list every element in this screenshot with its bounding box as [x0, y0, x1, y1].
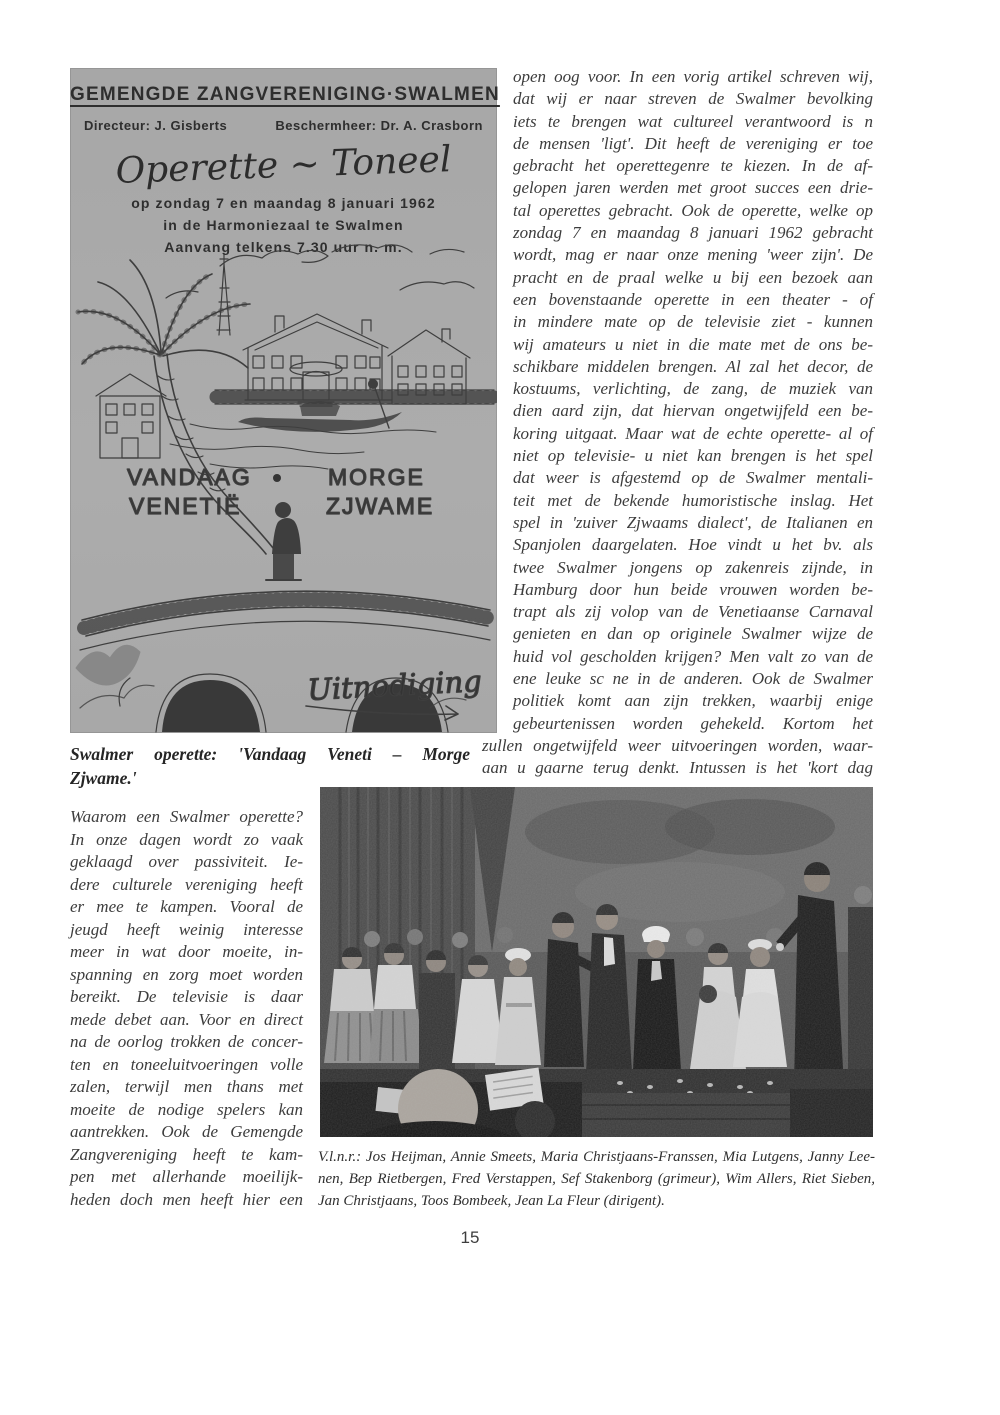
cloud-sketch: [166, 291, 198, 298]
text-line: mede debet aan. Voor en direct: [70, 1009, 303, 1029]
text-line: zullen ongetwijfeld weer uitvoeringen worden, waar-: [482, 735, 873, 755]
text-line: in mindere mate op de televisie ziet - kunnen: [513, 312, 873, 332]
church-spire-sketch: [217, 255, 230, 335]
text-line: gebeurtenissen worden gehekeld. Kortom het: [513, 713, 873, 733]
bridge-sketch: [80, 591, 490, 732]
text-line: bereikt. De televisie is daar: [70, 987, 303, 1006]
text-line: dat wij er naar streven de Swalmer bevolking: [513, 89, 873, 109]
text-line: Zangvereniging heeft te kam-: [70, 1144, 303, 1164]
article-column-left: [70, 806, 303, 1211]
gondola-sketch: [238, 379, 402, 432]
poster-drawing: [70, 238, 497, 733]
text-line: op zondag 7 en maandag 8 januari 1962: [131, 195, 436, 211]
text-line: zalen, terwijl men thans met: [70, 1077, 303, 1096]
statue-sketch: [266, 502, 301, 580]
text-line: dere culturele vereniging heeft: [70, 874, 303, 894]
text-line: na de oorlog trokken de concer-: [70, 1032, 303, 1051]
left-house-sketch: [96, 374, 166, 458]
text-line: ten en toneeluitvoeringen volle: [70, 1054, 303, 1074]
text-line: ene leuke sc ne in de anderen. Ook de Swalmer: [513, 669, 873, 689]
text-line: V.l.n.r.: Jos Heijman, Annie Smeets, Maria Christjaans-Franssen, Mia Lutgens, Janny Lee-: [318, 1149, 875, 1165]
text-line: heden doch men heeft hier een: [70, 1189, 303, 1209]
drawing-label-morge: MORGE: [328, 464, 425, 490]
text-line: huid vol gescholden krijgen? Men valt zo van de: [513, 646, 873, 666]
text-line: zondag 7 en maandag 8 januari 1962 gebracht: [513, 223, 873, 243]
text-line: tal operettes gebracht. Ook de operette, welke op: [513, 200, 873, 220]
text-line: Spanjolen daargelaten. Hoe vindt u het bv. als: [513, 535, 873, 555]
text-line: aan u gaarne terug denkt. Intussen is het 'kort dag: [482, 758, 873, 778]
text-line: aantrekken. Ook de Gemengde: [70, 1122, 303, 1141]
text-line: In onze dagen wordt zo vaak: [70, 829, 303, 849]
text-line: open oog voor. In een vorig artikel schreven wij,: [513, 67, 873, 86]
text-line: in de Harmoniezaal te Swalmen: [163, 217, 404, 233]
poster-credits: [70, 118, 497, 133]
text-line: dat weer is afgestemd op de Swalmer mentali-: [513, 468, 873, 488]
operetta-poster-image: [70, 68, 500, 733]
text-line: jeugd heeft weinig interesse: [70, 919, 303, 939]
text-line: gebracht het operettegenre te kiezen. In de af-: [513, 156, 873, 176]
drawing-label-zjwame: ZJWAME: [326, 493, 435, 519]
stage-photo: [320, 787, 873, 1137]
text-line: teit met de bekende humoristische inslag. Het: [513, 490, 873, 510]
text-line: wij amateurs u niet in die mate met de ons be-: [513, 334, 873, 354]
text-line: spanning en zorg moet worden: [70, 964, 303, 984]
text-line: iets te brengen wat cultureel verantwoord is n: [513, 111, 873, 131]
text-line: pracht en de praal welke u bij een bezoek aan: [513, 267, 873, 287]
text-line: gelopen jaren werden met groot succes een drie-: [513, 178, 873, 198]
drawing-label-vandaag: VANDAAG: [127, 464, 252, 490]
stage-photo-image: [320, 787, 873, 1137]
text-line: de mensen 'ligt'. Dit heeft de vereniging er toe: [513, 133, 873, 153]
text-line: een bovenstaande operette in een theater - of: [513, 289, 873, 309]
cloud-sketch: [400, 282, 474, 290]
text-line: dien aard zijn, dat hiervan ongetwijfeld een be-: [513, 401, 873, 421]
poster-patron: Beschermheer: Dr. A. Crasborn: [275, 118, 483, 133]
text-line: politiek komt aan zijn trekken, waarbij enige: [513, 691, 873, 711]
label-separator-dot: [273, 474, 281, 482]
cloud-sketch: [430, 249, 464, 254]
text-line: moeite de nodige spelers kan: [70, 1099, 303, 1119]
text-line: pen met allerhande moeilijk-: [70, 1167, 303, 1186]
text-line: Aanvang telkens 7.30 uur n. m.: [164, 239, 403, 255]
text-line: Zjwame.': [70, 768, 137, 788]
drawing-label-uitnodiging: Uitnodiging: [306, 663, 483, 707]
text-line: Hamburg door hun beide vrouwen worden be-: [513, 579, 873, 599]
text-line: geklaagd over passiviteit. Ie-: [70, 852, 303, 871]
text-line: trapt als zij volop van de Venetiaanse Carnaval: [513, 602, 873, 622]
text-line: nen, Bep Rietbergen, Fred Verstappen, Sef Stakenborg (grimeur), Wim Allers, Riet Sieben,: [318, 1170, 875, 1187]
text-line: Waarom een Swalmer operette?: [70, 807, 303, 826]
photo-caption: [318, 1147, 875, 1212]
text-line: meer in wat door moeite, in-: [70, 942, 303, 961]
cloud-sketch: [220, 250, 328, 266]
drawing-label-venetie: VENETIË: [129, 493, 242, 519]
cloud-sketch: [332, 245, 412, 252]
poster-title: GEMENGDE ZANGVERENIGING·SWALMEN: [70, 84, 500, 105]
page-number: 15: [460, 1228, 480, 1247]
poster-caption: [70, 742, 470, 790]
poster-script-title: Operette ~ Toneel: [114, 139, 453, 192]
text-line: kostuums, verlichting, de zang, de muziek van: [513, 379, 873, 399]
text-line: Jan Christjaans, Toos Bombeek, Jean La Fleur (dirigent).: [318, 1192, 665, 1209]
text-line: wordt, mag er naar onze mening 'weer zijn'. De: [513, 245, 873, 265]
text-line: niet op televisie- u niet kan brengen is het spel: [513, 446, 873, 466]
text-line: schikbare middelen brengen. Al zal het decor, de: [513, 356, 873, 376]
text-line: Swalmer operette: 'Vandaag Veneti – Morge: [70, 744, 470, 764]
article-column-right: [482, 66, 873, 780]
text-line: er mee te kampen. Vooral de: [70, 897, 303, 916]
text-line: spel in 'zuiver Zjwaams dialect', de Italianen en: [513, 512, 873, 532]
text-line: genieten en dan op originele Swalmer wijze de: [513, 624, 873, 644]
text-line: koring uitgaat. Maar wat de echte operette- al of: [513, 423, 873, 443]
text-line: twee Swalmer jongens op zakenreis zijnde, in: [513, 557, 873, 577]
poster-director: Directeur: J. Gisberts: [84, 118, 228, 133]
